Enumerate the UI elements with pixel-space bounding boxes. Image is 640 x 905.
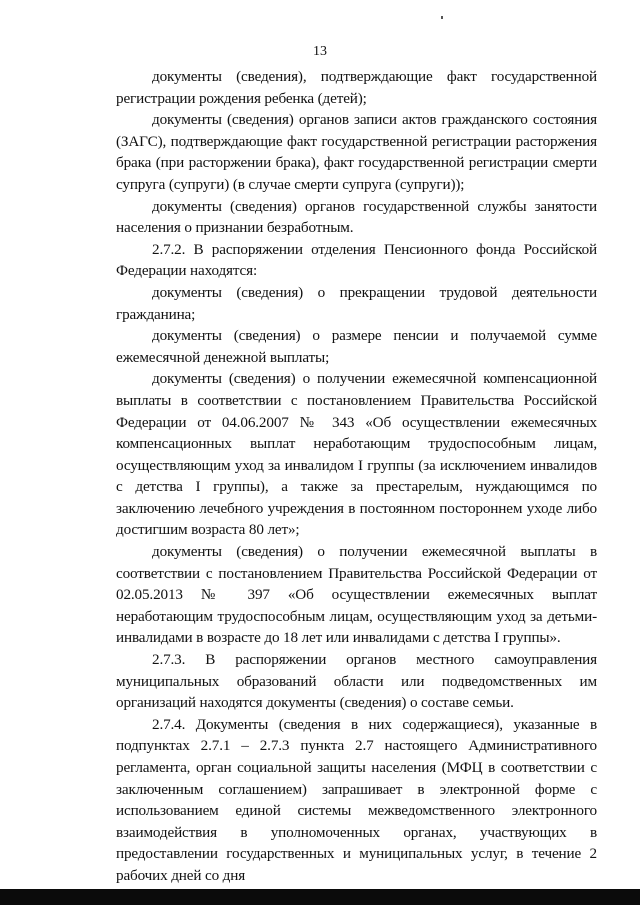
paragraph-employment-service-docs: документы (сведения) органов государственной службы занятости населения о признании безработным. — [116, 197, 597, 237]
scan-bottom-edge — [0, 889, 640, 905]
paragraph-termination-of-work-docs: документы (сведения) о прекращении трудовой деятельности гражданина; — [116, 283, 597, 323]
paragraph-birth-registration-docs: документы (сведения), подтверждающие факт государственной регистрации рождения ребенка (детей); — [116, 68, 597, 107]
paragraph-section-2-7-4: 2.7.4. Документы (сведения в них содержащиеся), указанные в подпунктах 2.7.1 – 2.7.3 пункта 2.7 настоящего Административного регламента, орган социальной защиты населения (МФЦ в соответствии с заключенным соглашением) запрашивает в электронной форме с использованием единой системы межведомственного электронного взаимодействия в уполномоченных органах, участвующих в предоставлении государственных и муниципальных услуг, в течение 2 рабочих дней со дня — [116, 715, 597, 884]
paragraph-section-2-7-2: 2.7.2. В распоряжении отделения Пенсионного фонда Российской Федерации находятся: — [116, 240, 597, 280]
paragraph-section-2-7-3: 2.7.3. В распоряжении органов местного самоуправления муниципальных образований области или подведомственных им организаций находятся документы (сведения) о составе семьи. — [116, 651, 597, 712]
scan-speck — [441, 16, 443, 19]
paragraph-compensation-payment-docs: документы (сведения) о получении ежемесячной компенсационной выплаты в соответствии с постановлением Правительства Российской Федерации от 04.06.2007 № 343 «Об осуществлении ежемесячных компенсационных выплат неработающим трудоспособным лицам, осуществляющим уход за инвалидом I группы (за исключением инвалидов с детства I группы), а также за престарелым, нуждающимся по заключению лечебного учреждения в постоянном постороннем уходе либо достигшим возраста 80 лет»; — [116, 370, 597, 539]
page-number: 13 — [313, 44, 327, 59]
paragraph-monthly-payment-docs: документы (сведения) о получении ежемесячной выплаты в соответствии с постановлением Правительства Российской Федерации от 02.05.2013 № 397 «Об осуществлении ежемесячных выплат неработающим трудоспособным лицам, осуществляющим уход за детьми-инвалидами в возрасте до 18 лет или инвалидами с детства I группы». — [116, 543, 597, 647]
document-body — [116, 66, 597, 887]
paragraph-zags-docs: документы (сведения) органов записи актов гражданского состояния (ЗАГС), подтверждающие факт государственной регистрации расторжения брака (при расторжении брака), факт государственной регистрации смерти супруга (супруги) (в случае смерти супруга (супруги)); — [116, 111, 597, 193]
paragraph-pension-amount-docs: документы (сведения) о размере пенсии и получаемой сумме ежемесячной денежной выплаты; — [116, 327, 597, 366]
